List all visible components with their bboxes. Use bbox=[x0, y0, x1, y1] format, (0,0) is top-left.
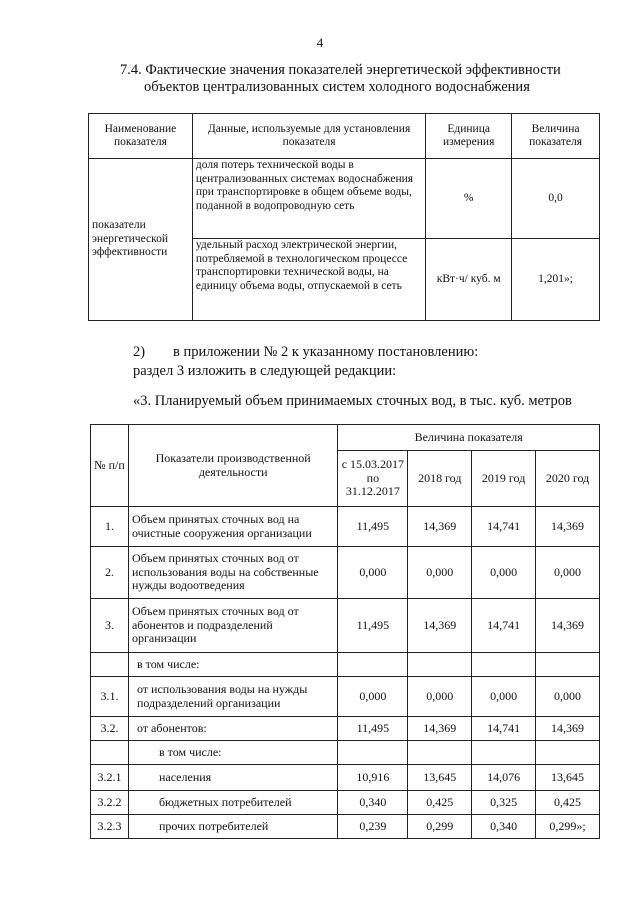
table1-group-label: показатели энергетической эффективности bbox=[89, 159, 193, 321]
row-value-2019: 0,000 bbox=[472, 547, 536, 599]
row-label: от абонентов: bbox=[128, 717, 337, 741]
table2-header-row-1 bbox=[91, 425, 600, 451]
table1-row2-data: удельный расход электрической энергии, потребляемой в технологическом процессе транспортировки технической воды, на единицу объема воды, отпускаемой в сеть bbox=[192, 239, 425, 321]
section-heading-line2: объектов централизованных систем холодного водоснабжения bbox=[144, 79, 530, 95]
table1-row2-value: 1,201»; bbox=[512, 239, 600, 321]
table1-header-value: Величина показателя bbox=[512, 114, 600, 159]
table2-header-2019: 2019 год bbox=[472, 451, 536, 507]
section-heading-line1: 7.4. Фактические значения показателей энергетической эффективности bbox=[120, 62, 561, 78]
row-value-2018: 0,299 bbox=[408, 815, 472, 839]
table2-header-2018: 2018 год bbox=[408, 451, 472, 507]
row-value-period1: 11,495 bbox=[338, 717, 408, 741]
table1-header-name: Наименование показателя bbox=[89, 114, 193, 159]
row-value-2018: 0,000 bbox=[408, 677, 472, 717]
row-value-2019: 14,076 bbox=[472, 765, 536, 791]
row-value-2019 bbox=[472, 741, 536, 765]
table-row bbox=[91, 677, 600, 717]
row-value-2019: 0,340 bbox=[472, 815, 536, 839]
row-label: прочих потребителей bbox=[128, 815, 337, 839]
row-num bbox=[91, 741, 129, 765]
row-value-2020: 0,299»; bbox=[536, 815, 600, 839]
item-2-number: 2) bbox=[133, 344, 146, 360]
row-value-period1: 0,000 bbox=[338, 547, 408, 599]
row-value-2020: 14,369 bbox=[536, 599, 600, 653]
row-num: 3.2.1 bbox=[91, 765, 129, 791]
row-value-2019: 14,741 bbox=[472, 599, 536, 653]
table2-title: «3. Планируемый объем принимаемых сточных вод, в тыс. куб. метров bbox=[133, 393, 572, 409]
table2-header-indicator: Показатели производственной деятельности bbox=[128, 425, 337, 507]
table-row bbox=[91, 815, 600, 839]
table-row bbox=[91, 653, 600, 677]
row-value-2018 bbox=[408, 653, 472, 677]
row-label: Объем принятых сточных вод на очистные сооружения организации bbox=[128, 507, 337, 547]
row-num bbox=[91, 653, 129, 677]
row-value-2019: 0,325 bbox=[472, 791, 536, 815]
section-heading bbox=[120, 62, 610, 96]
table-row bbox=[91, 717, 600, 741]
table1-header-data: Данные, используемые для установления показателя bbox=[192, 114, 425, 159]
row-label: от использования воды на нужды подразделений организации bbox=[128, 677, 337, 717]
table2-header-num: № п/п bbox=[91, 425, 129, 507]
row-value-period1: 11,495 bbox=[338, 507, 408, 547]
row-label: в том числе: bbox=[128, 741, 337, 765]
row-value-2018: 13,645 bbox=[408, 765, 472, 791]
row-value-2018: 14,369 bbox=[408, 599, 472, 653]
table-row bbox=[91, 547, 600, 599]
row-num: 3.2. bbox=[91, 717, 129, 741]
row-value-period1: 0,239 bbox=[338, 815, 408, 839]
table1-row2-unit: кВт·ч/ куб. м bbox=[426, 239, 512, 321]
row-value-2020 bbox=[536, 741, 600, 765]
table-row bbox=[91, 507, 600, 547]
wastewater-volume-table bbox=[90, 424, 600, 839]
row-num: 3.1. bbox=[91, 677, 129, 717]
table-row bbox=[91, 741, 600, 765]
row-value-period1: 0,000 bbox=[338, 677, 408, 717]
item-2-line2: раздел 3 изложить в следующей редакции: bbox=[133, 363, 397, 379]
table1-row1-value: 0,0 bbox=[512, 159, 600, 239]
row-value-2018: 14,369 bbox=[408, 717, 472, 741]
row-label: в том числе: bbox=[128, 653, 337, 677]
row-value-2020: 0,000 bbox=[536, 547, 600, 599]
row-value-period1: 0,340 bbox=[338, 791, 408, 815]
row-label: бюджетных потребителей bbox=[128, 791, 337, 815]
table2-header-value-group: Величина показателя bbox=[338, 425, 600, 451]
row-label: населения bbox=[128, 765, 337, 791]
table2-header-period1: с 15.03.2017 по 31.12.2017 bbox=[338, 451, 408, 507]
row-value-2018: 14,369 bbox=[408, 507, 472, 547]
row-value-2019: 0,000 bbox=[472, 677, 536, 717]
table1-row1-data: доля потерь технической воды в централизованных системах водоснабжения при транспортировке в общем объеме воды, поданной в водопроводную сеть bbox=[192, 159, 425, 239]
row-value-2019: 14,741 bbox=[472, 717, 536, 741]
row-value-2018 bbox=[408, 741, 472, 765]
table-row bbox=[91, 791, 600, 815]
row-value-2018: 0,000 bbox=[408, 547, 472, 599]
row-label: Объем принятых сточных вод от использования воды на собственные нужды водоотведения bbox=[128, 547, 337, 599]
table-row bbox=[91, 599, 600, 653]
energy-efficiency-table bbox=[88, 113, 600, 321]
row-value-period1 bbox=[338, 653, 408, 677]
row-value-2020: 0,000 bbox=[536, 677, 600, 717]
table-row bbox=[89, 159, 600, 239]
row-value-period1 bbox=[338, 741, 408, 765]
row-num: 2. bbox=[91, 547, 129, 599]
page-number: 4 bbox=[316, 35, 324, 50]
row-value-2020: 14,369 bbox=[536, 507, 600, 547]
table-row bbox=[91, 765, 600, 791]
row-value-period1: 10,916 bbox=[338, 765, 408, 791]
item-2-line1: в приложении № 2 к указанному постановлению: bbox=[173, 344, 479, 360]
row-value-2020: 14,369 bbox=[536, 717, 600, 741]
row-value-2020 bbox=[536, 653, 600, 677]
table1-header-unit: Единица измерения bbox=[426, 114, 512, 159]
row-num: 3.2.2 bbox=[91, 791, 129, 815]
row-num: 1. bbox=[91, 507, 129, 547]
row-num: 3. bbox=[91, 599, 129, 653]
table1-row1-unit: % bbox=[426, 159, 512, 239]
row-label: Объем принятых сточных вод от абонентов и подразделений организации bbox=[128, 599, 337, 653]
row-value-2019 bbox=[472, 653, 536, 677]
table2-header-2020: 2020 год bbox=[536, 451, 600, 507]
table1-header-row bbox=[89, 114, 600, 159]
row-value-2020: 13,645 bbox=[536, 765, 600, 791]
row-value-period1: 11,495 bbox=[338, 599, 408, 653]
item-2-text bbox=[133, 343, 603, 381]
row-value-2019: 14,741 bbox=[472, 507, 536, 547]
row-num: 3.2.3 bbox=[91, 815, 129, 839]
row-value-2018: 0,425 bbox=[408, 791, 472, 815]
row-value-2020: 0,425 bbox=[536, 791, 600, 815]
